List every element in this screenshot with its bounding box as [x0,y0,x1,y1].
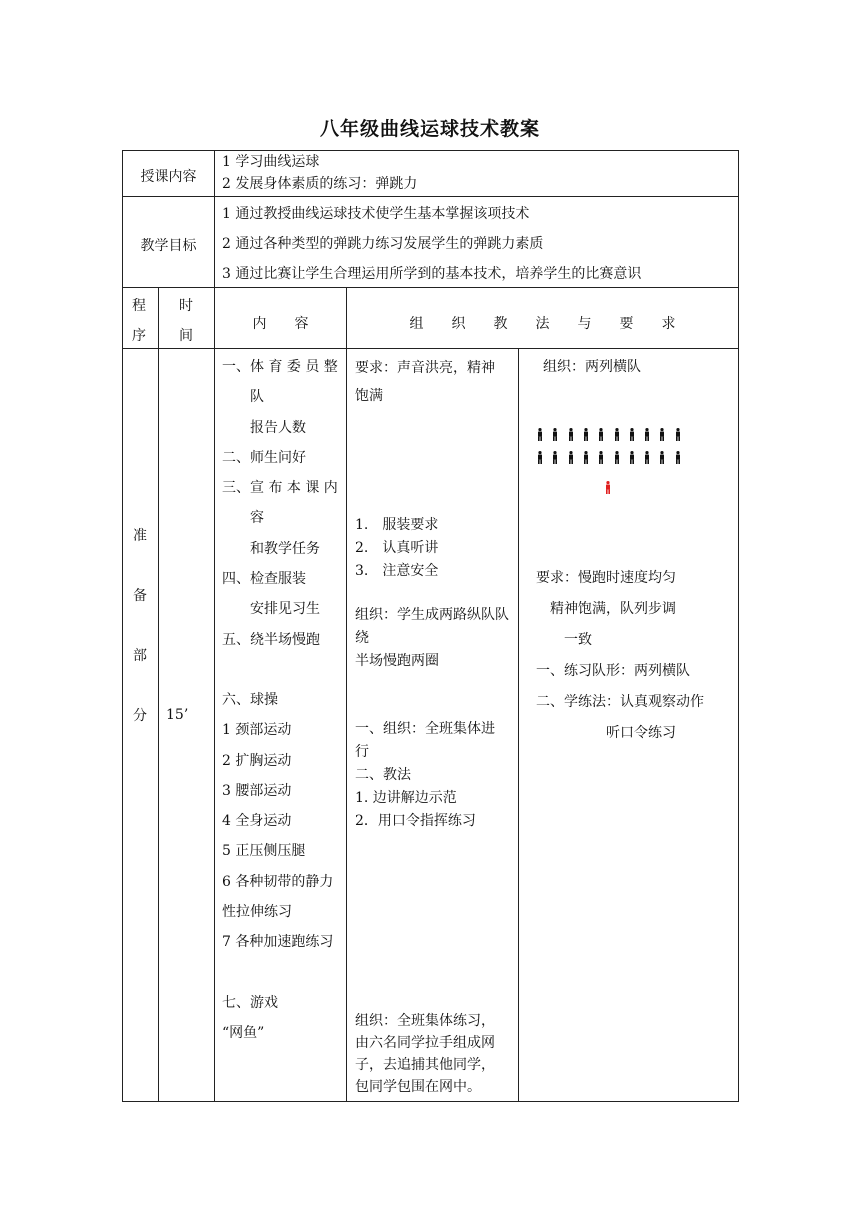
method-line: 3. 注意安全 [355,563,439,579]
section-name-char: 备 [133,588,147,604]
method-list1 [355,514,438,583]
method-line: 二、教法 [355,767,411,783]
content-line: 和教学任务 [222,540,320,557]
header-time-char: 间 [179,328,193,344]
content-line: 六、球操 [222,691,278,708]
content-line: 5 正压侧压腿 [222,843,306,860]
content-list [222,352,338,1048]
method-org2 [355,718,495,833]
method-org1 [355,604,509,673]
student-icon [613,428,621,441]
diagram-requirements [536,563,704,749]
content-line: 安排见习生 [222,601,320,618]
teacher-icon [604,481,612,494]
content-line: 三、宣 布 本 课 内 [222,480,338,497]
student-icon [597,428,605,441]
teaching-goal-item: 1 通过教授曲线运球技术使学生基本掌握该项技术 [222,206,530,222]
student-icon [658,428,666,441]
content-line [222,958,338,988]
method-line: 2. 认真听讲 [355,540,439,556]
teaching-content-items [222,151,417,195]
content-line: 一、体 育 委 员 整 [222,359,338,375]
content-line: 2 扩胸运动 [222,752,292,769]
requirement-line: 精神饱满，队列步调 [536,601,676,617]
method-line: 组织：学生成两路纵队队 [355,607,509,623]
method-req1 [355,354,495,410]
content-line: 7 各种加速跑练习 [222,934,334,951]
header-procedure-char: 序 [132,328,146,344]
teaching-goals-label: 教学目标 [140,238,197,254]
student-icon [597,451,605,464]
teaching-goals-items [222,199,641,289]
content-line: 4 全身运动 [222,813,292,830]
method-line: 半场慢跑两圈 [355,653,439,669]
teaching-goal-item: 2 通过各种类型的弹跳力练习发展学生的弹跳力素质 [222,236,544,252]
student-icon [674,451,682,464]
student-icon [643,428,651,441]
content-line: 3 腰部运动 [222,782,292,799]
content-line: 队 [222,389,264,406]
content-line [222,655,338,685]
student-icon [536,428,544,441]
method-line: 1. 服装要求 [355,517,439,533]
header-procedure [132,291,146,351]
method-org3 [355,1010,495,1098]
diagram-org-label: 组织：两列横队 [543,359,641,375]
student-icon [658,451,666,464]
requirement-line: 要求：慢跑时速度均匀 [536,570,676,586]
teaching-goal-item: 3 通过比赛让学生合理运用所学到的基本技术，培养学生的比赛意识 [222,266,642,282]
method-line: 组织：全班集体练习， [355,1013,495,1029]
header-procedure-char: 程 [132,298,146,314]
student-icon [613,451,621,464]
requirement-line: 一、练习队形：两列横队 [536,663,690,679]
header-time-char: 时 [179,298,193,314]
method-line: 行 [355,744,369,760]
teaching-content-item: 1 学习曲线运球 [222,154,320,170]
teaching-content-item: 2 发展身体素质的练习：弹跳力 [222,176,418,192]
method-line: 要求：声音洪亮，精神 [355,360,495,376]
section-time: 15’ [166,707,189,723]
teaching-content-label: 授课内容 [140,169,197,185]
student-icon [582,428,590,441]
method-line: 由六名同学拉手组成网 [355,1035,495,1051]
content-line: 性拉伸练习 [222,904,292,921]
requirement-line: 二、学练法：认真观察动作 [536,694,704,710]
content-line: 四、检查服装 [222,571,306,588]
student-icon [643,451,651,464]
student-icon [582,451,590,464]
method-line: 饱满 [355,388,383,404]
student-icon [567,451,575,464]
header-organization: 组 织 教 法 与 要 求 [409,316,676,332]
content-line: 二、师生问好 [222,449,306,466]
student-icon [551,451,559,464]
header-time [179,291,193,351]
section-name-char: 分 [133,708,147,724]
content-line: 6 各种韧带的静力 [222,873,334,890]
content-line: “网鱼” [222,1024,265,1041]
student-icon [674,428,682,441]
content-line: 七、游戏 [222,994,278,1011]
section-name [133,506,147,746]
student-icon [551,428,559,441]
content-line: 1 颈部运动 [222,722,292,739]
header-content: 内 容 [252,316,309,332]
method-line: 2．用口令指挥练习 [355,813,476,829]
method-line: 1. 边讲解边示范 [355,790,457,806]
method-line: 绕 [355,630,369,646]
student-icon [628,451,636,464]
content-line: 报告人数 [222,419,306,436]
requirement-line: 一致 [536,632,592,648]
content-line: 五、绕半场慢跑 [222,631,320,648]
content-line: 容 [222,510,264,527]
document-title: 八年级曲线运球技术教案 [319,118,540,140]
section-name-char: 部 [133,648,147,664]
student-icon [567,428,575,441]
method-line: 一、组织：全班集体进 [355,721,495,737]
student-icon [628,428,636,441]
requirement-line: 听口令练习 [536,725,676,741]
student-icon [536,451,544,464]
method-line: 包同学包围在网中。 [355,1079,481,1095]
method-line: 子，去追捕其他同学， [355,1057,495,1073]
section-name-char: 准 [133,528,147,544]
